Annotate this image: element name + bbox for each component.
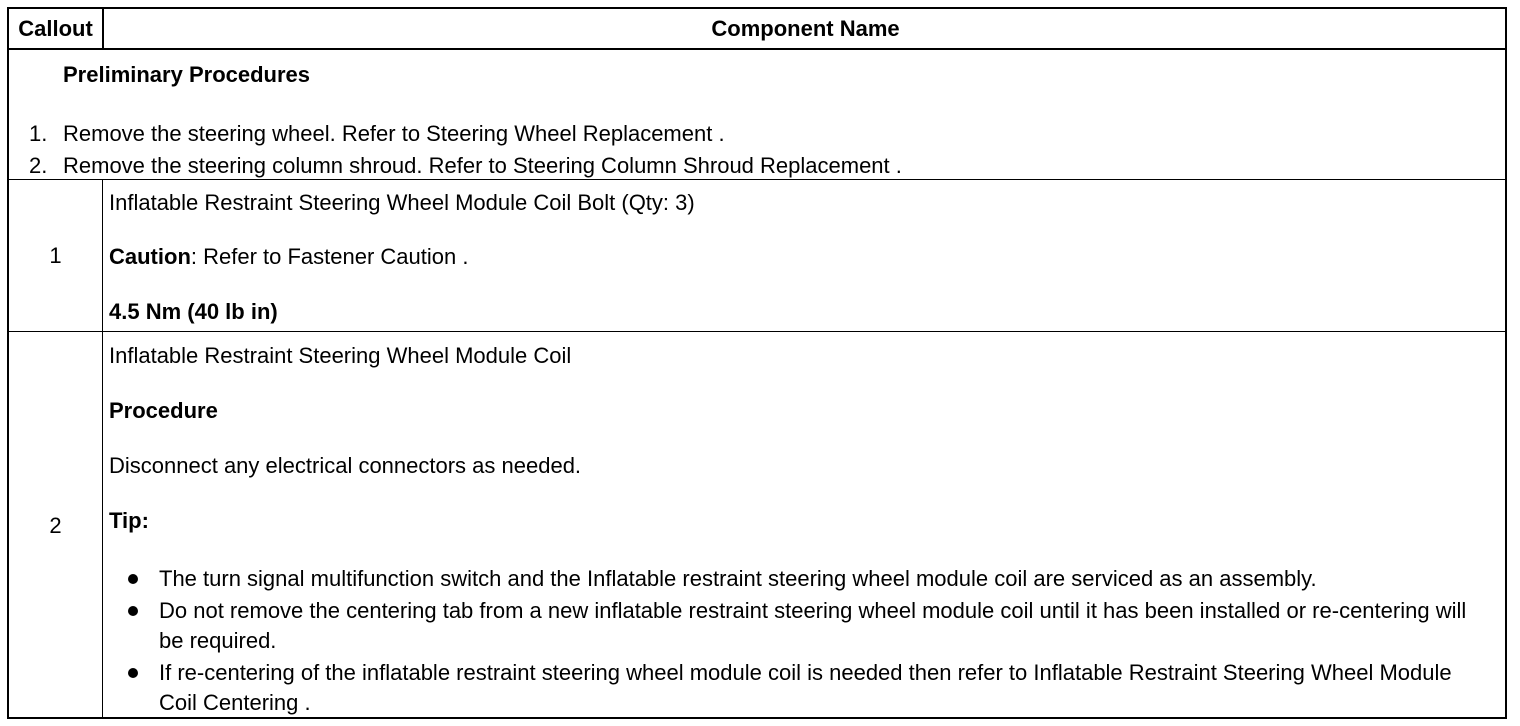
bullet-icon <box>128 606 138 616</box>
preliminary-procedures <box>9 50 1505 180</box>
step-text: Remove the steering wheel. Refer to Steering Wheel Replacement . <box>63 121 725 146</box>
caution-label: Caution <box>109 244 191 269</box>
tip-text: If re-centering of the inflatable restraint steering wheel module coil is needed then refer to Inflatable Restraint Steering Wheel Module Coil Centering . <box>159 660 1452 715</box>
bullet-icon <box>128 668 138 678</box>
component-name-header: Component Name <box>711 15 900 41</box>
callout-number: 2 <box>9 332 103 719</box>
tip-text: The turn signal multifunction switch and the Inflatable restraint steering wheel module coil are serviced as an assembly. <box>159 566 1317 591</box>
callout-number: 1 <box>9 180 103 331</box>
caution-text: : Refer to Fastener Caution . <box>190 244 469 269</box>
callout-header: Callout <box>9 9 104 48</box>
caution-line <box>109 244 468 270</box>
preliminary-title: Preliminary Procedures <box>63 62 311 87</box>
component-cell <box>104 180 1505 331</box>
step-number: 2. <box>29 153 48 178</box>
list-item <box>104 564 1494 594</box>
torque-spec: 4.5 Nm (40 lb in) <box>109 299 278 324</box>
list-item <box>104 658 1494 718</box>
tip-list <box>104 564 1494 720</box>
procedure-label: Procedure <box>109 398 218 423</box>
component-name: Inflatable Restraint Steering Wheel Module Coil Bolt (Qty: 3) <box>109 190 695 215</box>
tip-text: Do not remove the centering tab from a new inflatable restraint steering wheel module coil until it has been installed or re-centering will be required. <box>159 598 1467 653</box>
procedure-table <box>7 7 1507 719</box>
step-number: 1. <box>29 121 48 146</box>
component-name: Inflatable Restraint Steering Wheel Module Coil <box>109 343 572 368</box>
table-row <box>9 180 1505 332</box>
list-item <box>104 596 1494 656</box>
table-header <box>9 9 1505 50</box>
procedure-text: Disconnect any electrical connectors as needed. <box>109 453 582 478</box>
table-row <box>9 332 1505 719</box>
bullet-icon <box>128 574 138 584</box>
tip-label: Tip: <box>109 508 149 533</box>
step-text: Remove the steering column shroud. Refer to Steering Column Shroud Replacement . <box>63 153 902 178</box>
component-cell <box>104 332 1505 719</box>
